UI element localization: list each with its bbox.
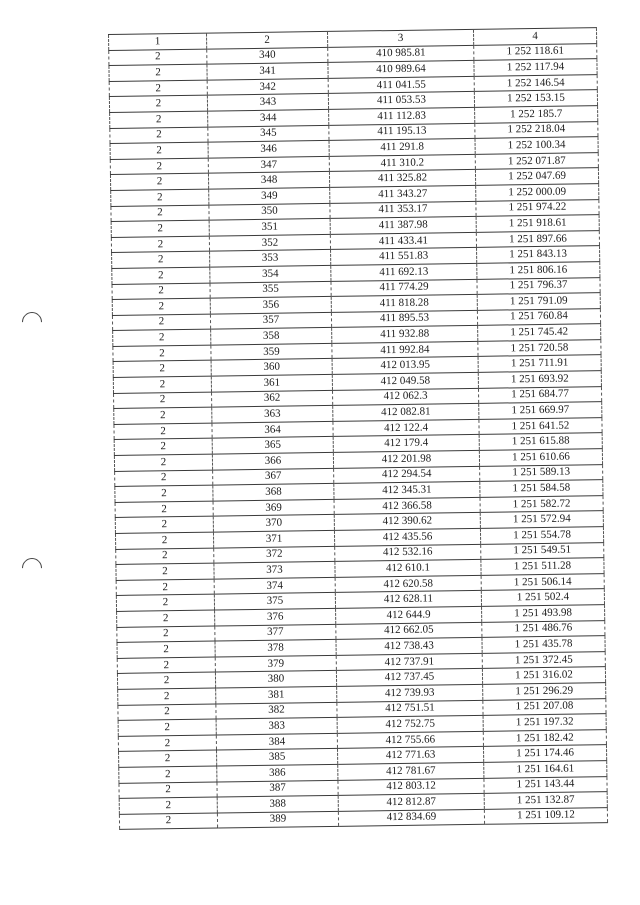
cell-x-coordinate: 412 644.9 (336, 606, 482, 624)
cell-x-coordinate: 412 628.11 (335, 591, 481, 609)
cell-point-number: 364 (212, 421, 333, 438)
cell-section: 2 (113, 345, 211, 362)
cell-point-number: 346 (208, 141, 329, 158)
cell-section: 2 (109, 95, 207, 112)
cell-section: 2 (114, 407, 212, 424)
cell-x-coordinate: 412 013.95 (332, 357, 478, 375)
cell-section: 2 (115, 532, 213, 549)
cell-section: 2 (115, 501, 213, 518)
cell-section: 2 (113, 376, 211, 393)
cell-point-number: 361 (211, 374, 332, 391)
cell-x-coordinate: 410 985.81 (328, 45, 474, 63)
cell-x-coordinate: 412 345.31 (334, 482, 480, 500)
cell-y-coordinate: 1 252 000.09 (476, 184, 599, 201)
cell-x-coordinate: 412 610.1 (335, 560, 481, 578)
cell-x-coordinate: 412 122.4 (333, 419, 479, 437)
cell-section: 2 (110, 173, 208, 190)
cell-section: 2 (115, 485, 213, 502)
cell-x-coordinate: 412 620.58 (335, 575, 481, 593)
cell-x-coordinate: 411 053.53 (328, 92, 474, 110)
cell-section: 2 (109, 64, 207, 81)
cell-x-coordinate: 411 112.83 (329, 107, 475, 125)
cell-y-coordinate: 1 251 720.58 (478, 340, 601, 357)
cell-x-coordinate: 412 737.45 (336, 669, 482, 687)
cell-x-coordinate: 411 353.17 (330, 201, 476, 219)
cell-point-number: 358 (211, 328, 332, 345)
cell-section: 2 (112, 298, 210, 315)
cell-section: 2 (111, 220, 209, 237)
cell-section: 2 (117, 657, 215, 674)
cell-point-number: 341 (207, 63, 328, 80)
cell-y-coordinate: 1 251 502.4 (481, 589, 604, 606)
cell-point-number: 388 (217, 795, 338, 812)
cell-point-number: 357 (210, 312, 331, 329)
cell-section: 2 (119, 766, 217, 783)
coordinates-table (108, 27, 608, 830)
cell-x-coordinate: 411 551.83 (331, 248, 477, 266)
cell-y-coordinate: 1 251 791.09 (477, 293, 600, 310)
cell-x-coordinate: 412 662.05 (336, 622, 482, 640)
cell-y-coordinate: 1 251 669.97 (479, 402, 602, 419)
cell-section: 2 (118, 735, 216, 752)
cell-x-coordinate: 411 343.27 (330, 185, 476, 203)
cell-x-coordinate: 412 781.67 (338, 762, 484, 780)
cell-x-coordinate: 411 310.2 (329, 154, 475, 172)
cell-y-coordinate: 1 251 296.29 (483, 683, 606, 700)
cell-x-coordinate: 411 195.13 (329, 123, 475, 141)
cell-x-coordinate: 412 834.69 (338, 809, 484, 827)
cell-y-coordinate: 1 251 796.37 (477, 277, 600, 294)
cell-point-number: 349 (209, 187, 330, 204)
cell-section: 2 (117, 641, 215, 658)
cell-point-number: 352 (209, 234, 330, 251)
cell-y-coordinate: 1 251 316.02 (482, 667, 605, 684)
cell-section: 2 (113, 361, 211, 378)
cell-x-coordinate: 411 774.29 (331, 279, 477, 297)
cell-y-coordinate: 1 251 693.92 (478, 371, 601, 388)
cell-point-number: 377 (215, 624, 336, 641)
cell-x-coordinate: 412 738.43 (336, 637, 482, 655)
cell-section: 2 (117, 626, 215, 643)
cell-x-coordinate: 411 895.53 (331, 310, 477, 328)
punch-hole-mark (18, 308, 46, 336)
cell-section: 2 (116, 594, 214, 611)
cell-point-number: 366 (212, 452, 333, 469)
cell-point-number: 383 (216, 717, 337, 734)
cell-x-coordinate: 412 082.81 (333, 404, 479, 422)
cell-point-number: 382 (216, 702, 337, 719)
cell-point-number: 342 (207, 78, 328, 95)
cell-section: 2 (114, 392, 212, 409)
cell-y-coordinate: 1 251 641.52 (479, 417, 602, 434)
cell-point-number: 369 (213, 499, 334, 516)
table-body (109, 43, 608, 829)
cell-point-number: 374 (214, 577, 335, 594)
cell-x-coordinate: 412 737.91 (336, 653, 482, 671)
cell-x-coordinate: 412 751.51 (337, 700, 483, 718)
cell-section: 2 (115, 516, 213, 533)
cell-x-coordinate: 412 771.63 (338, 747, 484, 765)
cell-section: 2 (115, 470, 213, 487)
cell-y-coordinate: 1 251 511.28 (481, 558, 604, 575)
cell-y-coordinate: 1 251 589.13 (480, 464, 603, 481)
cell-x-coordinate: 412 390.62 (334, 513, 480, 531)
cell-section: 2 (119, 782, 217, 799)
cell-y-coordinate: 1 251 109.12 (484, 807, 607, 824)
cell-point-number: 372 (214, 546, 335, 563)
column-header: 2 (206, 31, 327, 48)
cell-point-number: 343 (207, 94, 328, 111)
cell-section: 2 (119, 750, 217, 767)
cell-section: 2 (119, 797, 217, 814)
cell-y-coordinate: 1 252 146.54 (474, 74, 597, 91)
cell-y-coordinate: 1 252 218.04 (475, 121, 598, 138)
cell-point-number: 371 (213, 530, 334, 547)
cell-y-coordinate: 1 251 549.51 (481, 542, 604, 559)
cell-x-coordinate: 412 201.98 (333, 450, 479, 468)
cell-point-number: 348 (208, 172, 329, 189)
cell-section: 2 (114, 439, 212, 456)
cell-section: 2 (109, 80, 207, 97)
cell-point-number: 360 (211, 359, 332, 376)
cell-point-number: 368 (213, 484, 334, 501)
cell-y-coordinate: 1 252 047.69 (475, 168, 598, 185)
cell-x-coordinate: 412 739.93 (337, 684, 483, 702)
cell-section: 2 (110, 127, 208, 144)
cell-point-number: 375 (214, 593, 335, 610)
coordinates-sheet (108, 27, 607, 830)
cell-point-number: 367 (213, 468, 334, 485)
cell-y-coordinate: 1 252 100.34 (475, 137, 598, 154)
cell-point-number: 379 (215, 655, 336, 672)
cell-x-coordinate: 411 433.41 (330, 232, 476, 250)
cell-point-number: 376 (215, 608, 336, 625)
cell-y-coordinate: 1 251 684.77 (478, 386, 601, 403)
cell-x-coordinate: 412 435.56 (334, 528, 480, 546)
cell-y-coordinate: 1 251 615.88 (479, 433, 602, 450)
cell-y-coordinate: 1 251 843.13 (477, 246, 600, 263)
cell-point-number: 381 (216, 686, 337, 703)
cell-section: 2 (111, 205, 209, 222)
cell-x-coordinate: 412 294.54 (334, 466, 480, 484)
cell-y-coordinate: 1 251 760.84 (477, 308, 600, 325)
cell-point-number: 373 (214, 562, 335, 579)
cell-point-number: 378 (215, 640, 336, 657)
cell-y-coordinate: 1 251 897.66 (476, 230, 599, 247)
cell-x-coordinate: 411 291.8 (329, 139, 475, 157)
cell-point-number: 344 (208, 109, 329, 126)
cell-x-coordinate: 412 062.3 (332, 388, 478, 406)
cell-y-coordinate: 1 251 164.61 (484, 761, 607, 778)
cell-section: 2 (119, 813, 217, 830)
cell-x-coordinate: 412 532.16 (335, 544, 481, 562)
cell-section: 2 (109, 49, 207, 66)
cell-x-coordinate: 412 049.58 (332, 372, 478, 390)
cell-y-coordinate: 1 251 197.32 (483, 714, 606, 731)
cell-point-number: 345 (208, 125, 329, 142)
cell-point-number: 386 (217, 764, 338, 781)
cell-point-number: 355 (210, 281, 331, 298)
cell-point-number: 354 (210, 265, 331, 282)
cell-y-coordinate: 1 252 117.94 (474, 59, 597, 76)
cell-section: 2 (110, 111, 208, 128)
cell-x-coordinate: 411 932.88 (332, 326, 478, 344)
cell-x-coordinate: 412 179.4 (333, 435, 479, 453)
cell-point-number: 359 (211, 343, 332, 360)
cell-y-coordinate: 1 251 143.44 (484, 776, 607, 793)
cell-y-coordinate: 1 251 554.78 (480, 527, 603, 544)
cell-point-number: 340 (207, 47, 328, 64)
cell-section: 2 (114, 454, 212, 471)
cell-point-number: 362 (212, 390, 333, 407)
cell-section: 2 (112, 251, 210, 268)
cell-section: 2 (110, 158, 208, 175)
cell-point-number: 384 (216, 733, 337, 750)
cell-y-coordinate: 1 251 435.78 (482, 636, 605, 653)
cell-y-coordinate: 1 251 745.42 (478, 324, 601, 341)
cell-section: 2 (116, 563, 214, 580)
cell-y-coordinate: 1 252 153.15 (474, 90, 597, 107)
cell-y-coordinate: 1 251 182.42 (483, 729, 606, 746)
cell-x-coordinate: 411 325.82 (329, 170, 475, 188)
cell-point-number: 389 (217, 811, 338, 828)
cell-x-coordinate: 412 803.12 (338, 778, 484, 796)
cell-point-number: 356 (210, 297, 331, 314)
cell-section: 2 (118, 719, 216, 736)
cell-point-number: 385 (217, 749, 338, 766)
cell-x-coordinate: 412 366.58 (334, 497, 480, 515)
cell-point-number: 387 (217, 780, 338, 797)
cell-section: 2 (114, 423, 212, 440)
cell-point-number: 353 (210, 250, 331, 267)
cell-y-coordinate: 1 251 711.91 (478, 355, 601, 372)
cell-point-number: 363 (212, 406, 333, 423)
cell-y-coordinate: 1 251 486.76 (482, 620, 605, 637)
cell-x-coordinate: 412 812.87 (338, 793, 484, 811)
cell-section: 2 (111, 189, 209, 206)
cell-y-coordinate: 1 251 610.66 (479, 449, 602, 466)
punch-hole-mark (18, 554, 46, 582)
cell-y-coordinate: 1 251 582.72 (480, 495, 603, 512)
cell-y-coordinate: 1 251 572.94 (480, 511, 603, 528)
cell-x-coordinate: 412 752.75 (337, 715, 483, 733)
cell-section: 2 (117, 610, 215, 627)
cell-x-coordinate: 411 818.28 (331, 294, 477, 312)
cell-section: 2 (113, 329, 211, 346)
cell-y-coordinate: 1 252 118.61 (474, 43, 597, 60)
cell-section: 2 (118, 704, 216, 721)
cell-x-coordinate: 410 989.64 (328, 61, 474, 79)
cell-section: 2 (112, 314, 210, 331)
cell-x-coordinate: 411 387.98 (330, 217, 476, 235)
cell-x-coordinate: 411 692.13 (331, 263, 477, 281)
cell-y-coordinate: 1 251 806.16 (477, 262, 600, 279)
cell-section: 2 (116, 579, 214, 596)
cell-y-coordinate: 1 252 185.7 (475, 106, 598, 123)
cell-y-coordinate: 1 251 918.61 (476, 215, 599, 232)
cell-section: 2 (117, 672, 215, 689)
cell-point-number: 370 (213, 515, 334, 532)
cell-y-coordinate: 1 251 584.58 (480, 480, 603, 497)
cell-y-coordinate: 1 251 506.14 (481, 573, 604, 590)
column-header: 4 (473, 28, 596, 45)
cell-y-coordinate: 1 251 493.98 (482, 605, 605, 622)
cell-y-coordinate: 1 251 372.45 (482, 651, 605, 668)
cell-y-coordinate: 1 251 174.46 (483, 745, 606, 762)
cell-section: 2 (118, 688, 216, 705)
cell-x-coordinate: 411 992.84 (332, 341, 478, 359)
cell-point-number: 351 (209, 219, 330, 236)
cell-section: 2 (110, 142, 208, 159)
cell-section: 2 (116, 548, 214, 565)
cell-y-coordinate: 1 251 132.87 (484, 792, 607, 809)
cell-x-coordinate: 411 041.55 (328, 76, 474, 94)
column-header: 1 (109, 33, 207, 50)
column-header: 3 (327, 29, 473, 47)
cell-y-coordinate: 1 251 974.22 (476, 199, 599, 216)
cell-y-coordinate: 1 251 207.08 (483, 698, 606, 715)
cell-point-number: 365 (212, 437, 333, 454)
cell-y-coordinate: 1 252 071.87 (475, 152, 598, 169)
cell-point-number: 347 (208, 156, 329, 173)
cell-section: 2 (112, 267, 210, 284)
cell-point-number: 350 (209, 203, 330, 220)
cell-x-coordinate: 412 755.66 (337, 731, 483, 749)
cell-point-number: 380 (215, 671, 336, 688)
cell-section: 2 (111, 236, 209, 253)
cell-section: 2 (112, 283, 210, 300)
